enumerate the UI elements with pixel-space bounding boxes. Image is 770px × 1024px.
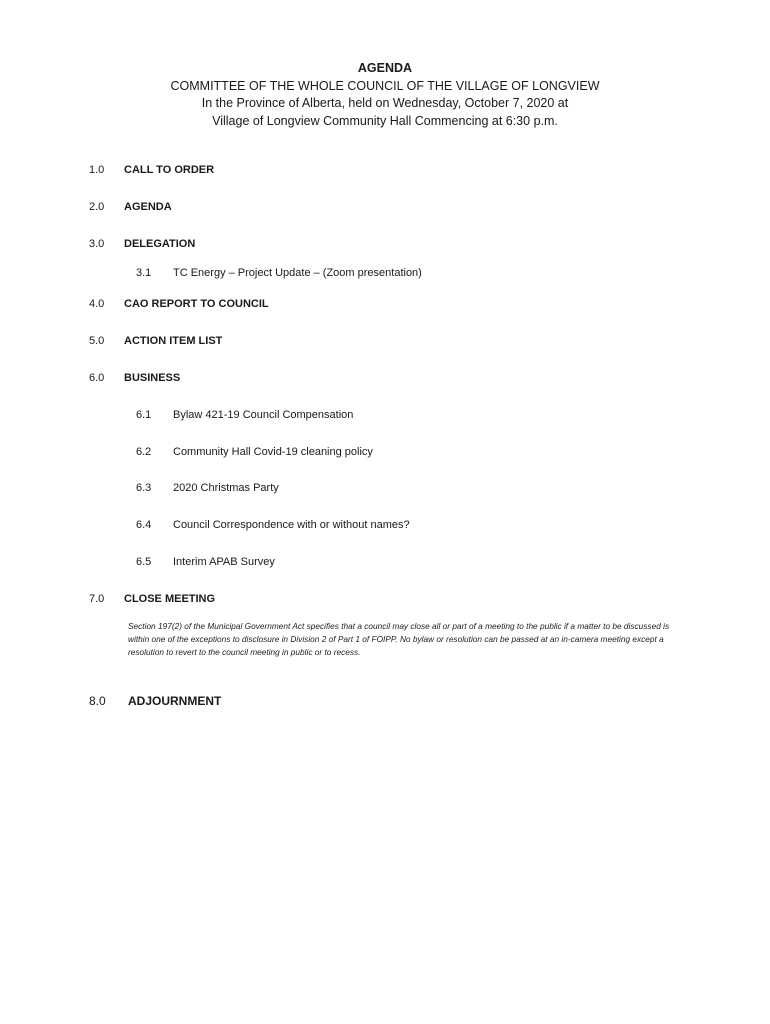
item-label: CLOSE MEETING: [124, 593, 216, 605]
item-number: 8.0: [89, 694, 106, 708]
item-label: 2020 Christmas Party: [173, 482, 279, 494]
item-number: 7.0: [89, 593, 105, 605]
item-label: BUSINESS: [124, 372, 181, 384]
meeting-location-line: Village of Longview Community Hall Commencing at 6:30 p.m.: [212, 113, 558, 128]
close-meeting-note: Section 197(2) of the Municipal Government Act specifies that a council may close all or part of a meeting to the public if a matter to be discussed is within one of the exceptions to disclosure in Division 2 of Part 1 of FOIPP. No bylaw or resolution can be passed at an in-camera meeting except a resolution to revert to the council meeting in public or to recess.: [128, 621, 670, 657]
item-label: TC Energy – Project Update – (Zoom presentation): [173, 267, 422, 279]
agenda-header: [0, 60, 770, 130]
item-number: 4.0: [89, 298, 105, 310]
committee-name: COMMITTEE OF THE WHOLE COUNCIL OF THE VILLAGE OF LONGVIEW: [170, 78, 600, 93]
item-label: Interim APAB Survey: [173, 556, 275, 568]
item-label: DELEGATION: [124, 238, 196, 250]
item-label: Community Hall Covid-19 cleaning policy: [173, 446, 373, 458]
item-number: 6.5: [136, 556, 152, 568]
item-label: Bylaw 421-19 Council Compensation: [173, 409, 354, 421]
item-number: 6.1: [136, 409, 152, 421]
item-label: ACTION ITEM LIST: [124, 335, 223, 347]
item-number: 6.3: [136, 482, 152, 494]
item-number: 6.0: [89, 372, 105, 384]
item-number: 3.0: [89, 238, 105, 250]
meeting-date-line: In the Province of Alberta, held on Wednesday, October 7, 2020 at: [201, 96, 569, 110]
item-number: 6.2: [136, 446, 152, 458]
item-label: CAO REPORT TO COUNCIL: [124, 298, 269, 310]
item-number: 1.0: [89, 164, 105, 176]
item-number: 3.1: [136, 267, 152, 279]
item-label: ADJOURNMENT: [128, 694, 222, 708]
item-number: 5.0: [89, 335, 105, 347]
item-label: AGENDA: [124, 201, 172, 213]
item-label: Council Correspondence with or without names?: [173, 519, 410, 531]
agenda-title: AGENDA: [357, 61, 413, 75]
item-number: 2.0: [89, 201, 105, 213]
item-number: 6.4: [136, 519, 152, 531]
item-label: CALL TO ORDER: [124, 164, 215, 176]
